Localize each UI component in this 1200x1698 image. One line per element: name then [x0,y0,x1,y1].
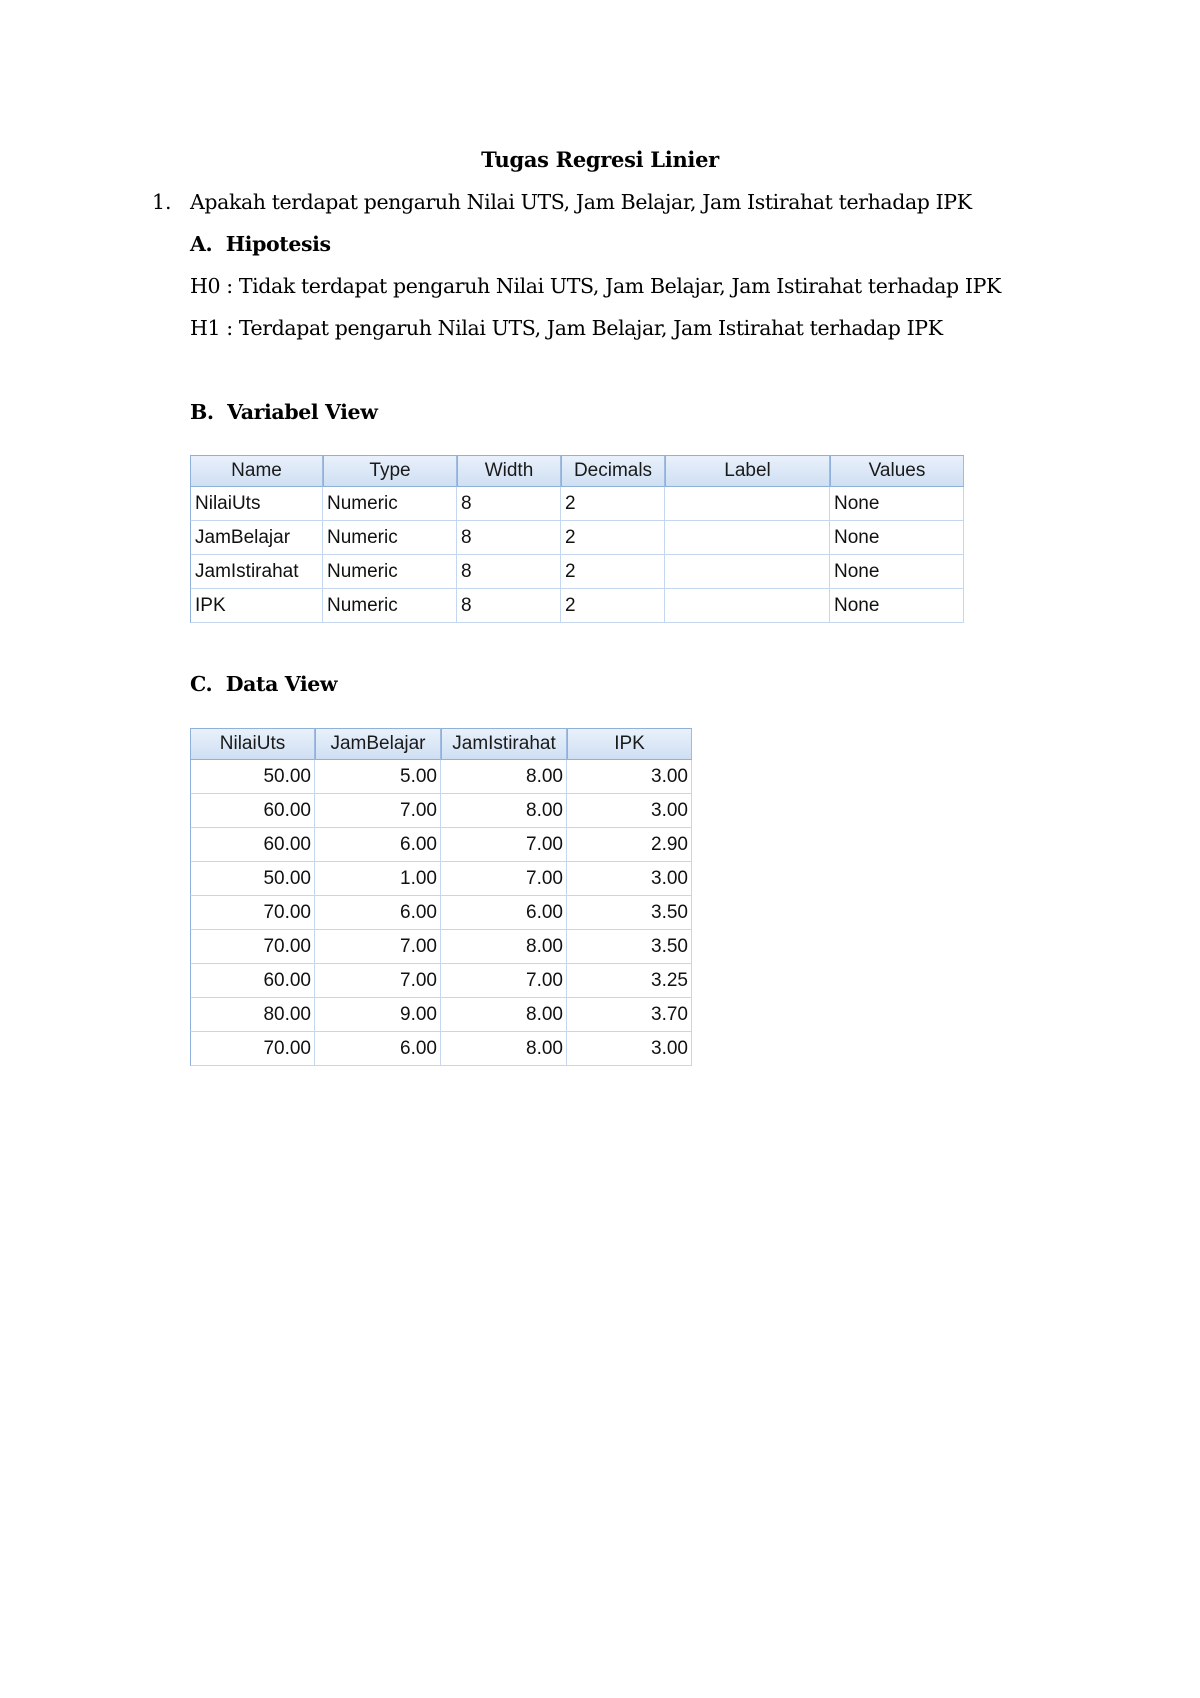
data-cell: 6.00 [315,828,441,862]
data-view-header-row [190,728,692,760]
variable-label-cell [665,487,830,521]
table-row [190,589,964,623]
variable-decimals-cell: 2 [561,555,665,589]
data-cell: 7.00 [441,964,567,998]
data-cell: 6.00 [441,896,567,930]
variable-type-cell: Numeric [323,521,457,555]
data-cell: 3.50 [567,896,692,930]
table-row [190,487,964,521]
variable-values-cell: None [830,487,964,521]
variable-type-cell: Numeric [323,589,457,623]
variable-label-cell [665,521,830,555]
data-cell: 80.00 [190,998,315,1032]
table-row [190,1032,692,1066]
data-cell: 3.00 [567,862,692,896]
data-cell: 6.00 [315,1032,441,1066]
column-header: Label [665,455,830,487]
question-text: Apakah terdapat pengaruh Nilai UTS, Jam Belajar, Jam Istirahat terhadap IPK [190,190,972,214]
hypothesis-h1: H1 : Terdapat pengaruh Nilai UTS, Jam Belajar, Jam Istirahat terhadap IPK [190,316,943,340]
data-cell: 1.00 [315,862,441,896]
variable-label-cell [665,589,830,623]
variable-type-cell: Numeric [323,487,457,521]
data-cell: 3.00 [567,760,692,794]
column-header: Values [830,455,964,487]
section-b-heading: B. Variabel View [190,400,378,424]
question-number: 1. [152,190,172,214]
variable-width-cell: 8 [457,555,561,589]
data-cell: 60.00 [190,794,315,828]
variable-decimals-cell: 2 [561,589,665,623]
document-title: Tugas Regresi Linier [481,147,719,172]
table-row [190,828,692,862]
hypothesis-h0: H0 : Tidak terdapat pengaruh Nilai UTS, Jam Belajar, Jam Istirahat terhadap IPK [190,274,1001,298]
data-cell: 3.25 [567,964,692,998]
variable-values-cell: None [830,555,964,589]
variable-type-cell: Numeric [323,555,457,589]
variable-width-cell: 8 [457,487,561,521]
table-row [190,794,692,828]
variable-width-cell: 8 [457,521,561,555]
column-header: Decimals [561,455,665,487]
data-cell: 3.00 [567,1032,692,1066]
data-cell: 2.90 [567,828,692,862]
table-row [190,862,692,896]
data-cell: 7.00 [315,794,441,828]
data-cell: 50.00 [190,760,315,794]
variable-decimals-cell: 2 [561,487,665,521]
variable-name-cell: NilaiUts [190,487,323,521]
data-cell: 50.00 [190,862,315,896]
section-a-heading: A. Hipotesis [190,232,331,256]
column-header: IPK [567,728,692,760]
data-cell: 8.00 [441,930,567,964]
data-view-table [190,728,692,1066]
variable-decimals-cell: 2 [561,521,665,555]
column-header: NilaiUts [190,728,315,760]
data-cell: 6.00 [315,896,441,930]
data-cell: 5.00 [315,760,441,794]
column-header: Name [190,455,323,487]
variable-view-table [190,455,964,623]
table-row [190,896,692,930]
data-cell: 70.00 [190,896,315,930]
data-cell: 3.00 [567,794,692,828]
column-header: Width [457,455,561,487]
data-cell: 3.50 [567,930,692,964]
data-cell: 7.00 [441,862,567,896]
table-row [190,760,692,794]
data-cell: 8.00 [441,794,567,828]
table-row [190,998,692,1032]
column-header: Type [323,455,457,487]
data-cell: 7.00 [315,930,441,964]
data-cell: 60.00 [190,964,315,998]
variable-name-cell: JamBelajar [190,521,323,555]
data-cell: 7.00 [315,964,441,998]
table-row [190,930,692,964]
table-row [190,521,964,555]
variable-view-header-row [190,455,964,487]
variable-values-cell: None [830,589,964,623]
data-cell: 3.70 [567,998,692,1032]
data-cell: 60.00 [190,828,315,862]
variable-width-cell: 8 [457,589,561,623]
variable-label-cell [665,555,830,589]
column-header: JamBelajar [315,728,441,760]
variable-name-cell: JamIstirahat [190,555,323,589]
data-cell: 8.00 [441,998,567,1032]
variable-values-cell: None [830,521,964,555]
table-row [190,555,964,589]
variable-name-cell: IPK [190,589,323,623]
data-cell: 8.00 [441,760,567,794]
data-cell: 7.00 [441,828,567,862]
section-c-heading: C. Data View [190,672,338,696]
table-row [190,964,692,998]
data-cell: 8.00 [441,1032,567,1066]
column-header: JamIstirahat [441,728,567,760]
data-cell: 70.00 [190,1032,315,1066]
data-cell: 70.00 [190,930,315,964]
data-cell: 9.00 [315,998,441,1032]
